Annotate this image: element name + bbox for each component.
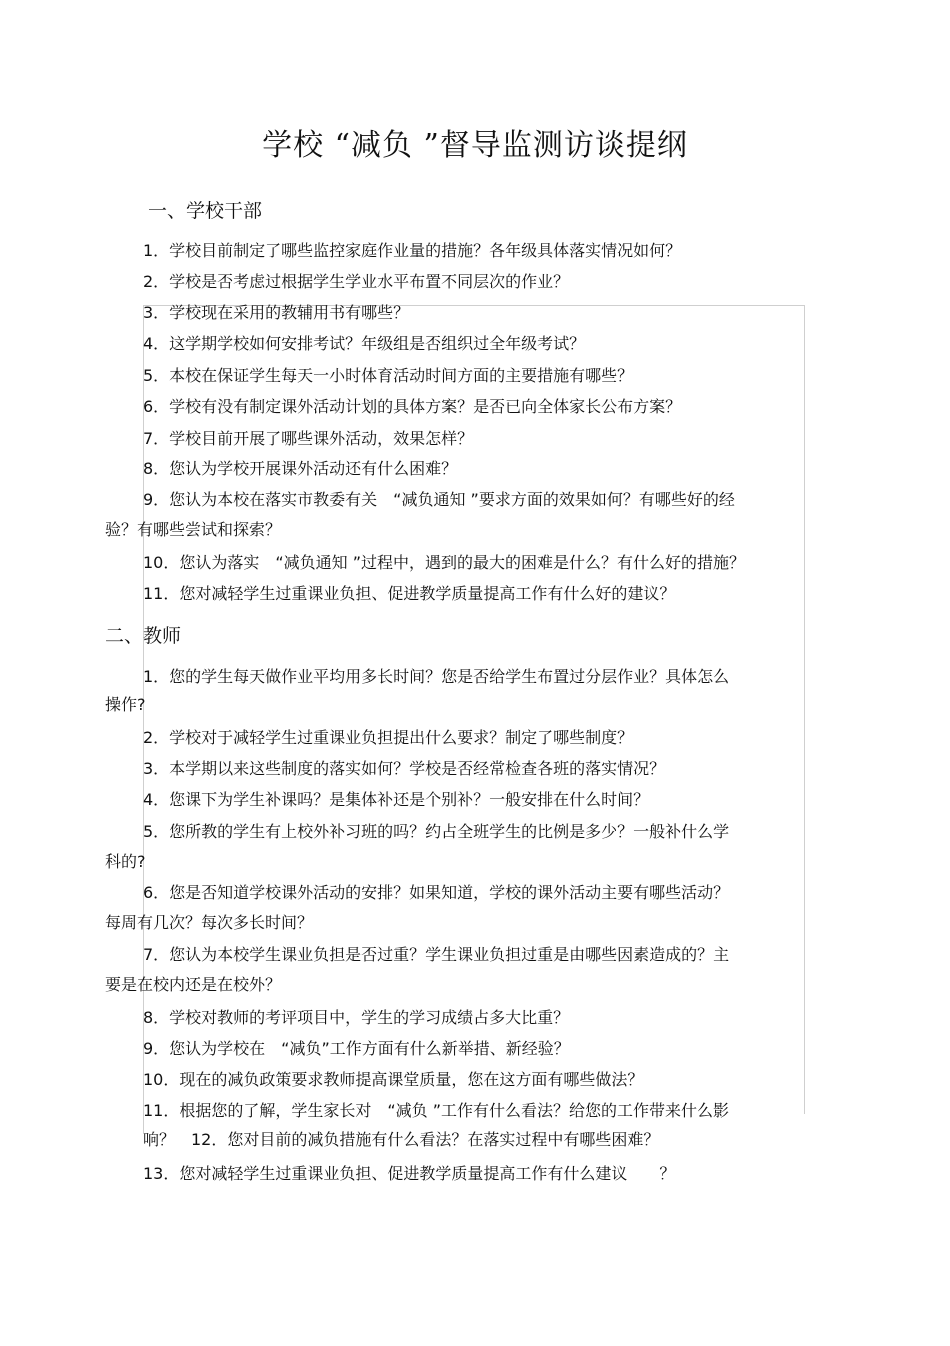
- question-line: 5．您所教的学生有上校外补习班的吗？约占全班学生的比例是多少？一般补什么学: [143, 822, 730, 841]
- question-line: 4．这学期学校如何安排考试？年级组是否组织过全年级考试？: [143, 334, 586, 353]
- question-line: 1．您的学生每天做作业平均用多长时间？您是否给学生布置过分层作业？具体怎么: [143, 667, 730, 686]
- document-title: 学校 “减负 ”督导监测访谈提纲: [262, 128, 688, 163]
- question-line: 11．您对减轻学生过重课业负担、促进教学质量提高工作有什么好的建议？: [143, 584, 676, 603]
- question-line: 7．学校目前开展了哪些课外活动，效果怎样？: [143, 429, 474, 448]
- section-heading-teachers: 二、教师: [105, 625, 182, 647]
- question-line: 10．您认为落实 “减负通知 ”过程中，遇到的最大的困难是什么？有什么好的措施？: [143, 553, 746, 572]
- question-line: 9．您认为学校在 “减负”工作方面有什么新举措、新经验？: [143, 1039, 570, 1058]
- question-line: 6．您是否知道学校课外活动的安排？如果知道，学校的课外活动主要有哪些活动？: [143, 883, 730, 902]
- question-line: 3．本学期以来这些制度的落实如何？学校是否经常检查各班的落实情况？: [143, 759, 666, 778]
- question-line: 3．学校现在采用的教辅用书有哪些？: [143, 303, 410, 322]
- question-line: 6．学校有没有制定课外活动计划的具体方案？是否已向全体家长公布方案？: [143, 397, 682, 416]
- question-line: 1．学校目前制定了哪些监控家庭作业量的措施？各年级具体落实情况如何？: [143, 241, 682, 260]
- question-line: 5．本校在保证学生每天一小时体育活动时间方面的主要措施有哪些？: [143, 366, 634, 385]
- question-line: 9．您认为本校在落实市教委有关 “减负通知 ”要求方面的效果如何？有哪些好的经: [143, 490, 735, 509]
- question-continuation-line: 要是在校内还是在校外？: [105, 975, 282, 994]
- question-continuation-line: 操作?: [105, 695, 146, 714]
- question-line: 8．学校对教师的考评项目中，学生的学习成绩占多大比重？: [143, 1008, 570, 1027]
- question-continuation-line: 验？有哪些尝试和探索？: [105, 520, 282, 539]
- question-continuation-line: 每周有几次？每次多长时间？: [105, 913, 314, 932]
- question-line: 7．您认为本校学生课业负担是否过重？学生课业负担过重是由哪些因素造成的？主: [143, 945, 730, 964]
- question-line: 4．您课下为学生补课吗？是集体补还是个别补？一般安排在什么时间？: [143, 790, 650, 809]
- section-heading-school-cadres: 一、学校干部: [148, 200, 263, 222]
- question-continuation-line: 科的?: [105, 852, 146, 871]
- question-continuation-line: 响？ 12．您对目前的减负措施有什么看法？在落实过程中有哪些困难？: [143, 1130, 660, 1149]
- scan-frame-right-line: [804, 306, 805, 1114]
- question-line: 10．现在的减负政策要求教师提高课堂质量，您在这方面有哪些做法？: [143, 1070, 644, 1089]
- question-line: 11．根据您的了解，学生家长对 “减负 ”工作有什么看法？给您的工作带来什么影: [143, 1101, 730, 1120]
- question-line: 13．您对减轻学生过重课业负担、促进教学质量提高工作有什么建议 ？: [143, 1164, 676, 1183]
- question-line: 2．学校是否考虑过根据学生学业水平布置不同层次的作业？: [143, 272, 570, 291]
- question-line: 2．学校对于减轻学生过重课业负担提出什么要求？制定了哪些制度？: [143, 728, 634, 747]
- question-line: 8．您认为学校开展课外活动还有什么困难？: [143, 459, 458, 478]
